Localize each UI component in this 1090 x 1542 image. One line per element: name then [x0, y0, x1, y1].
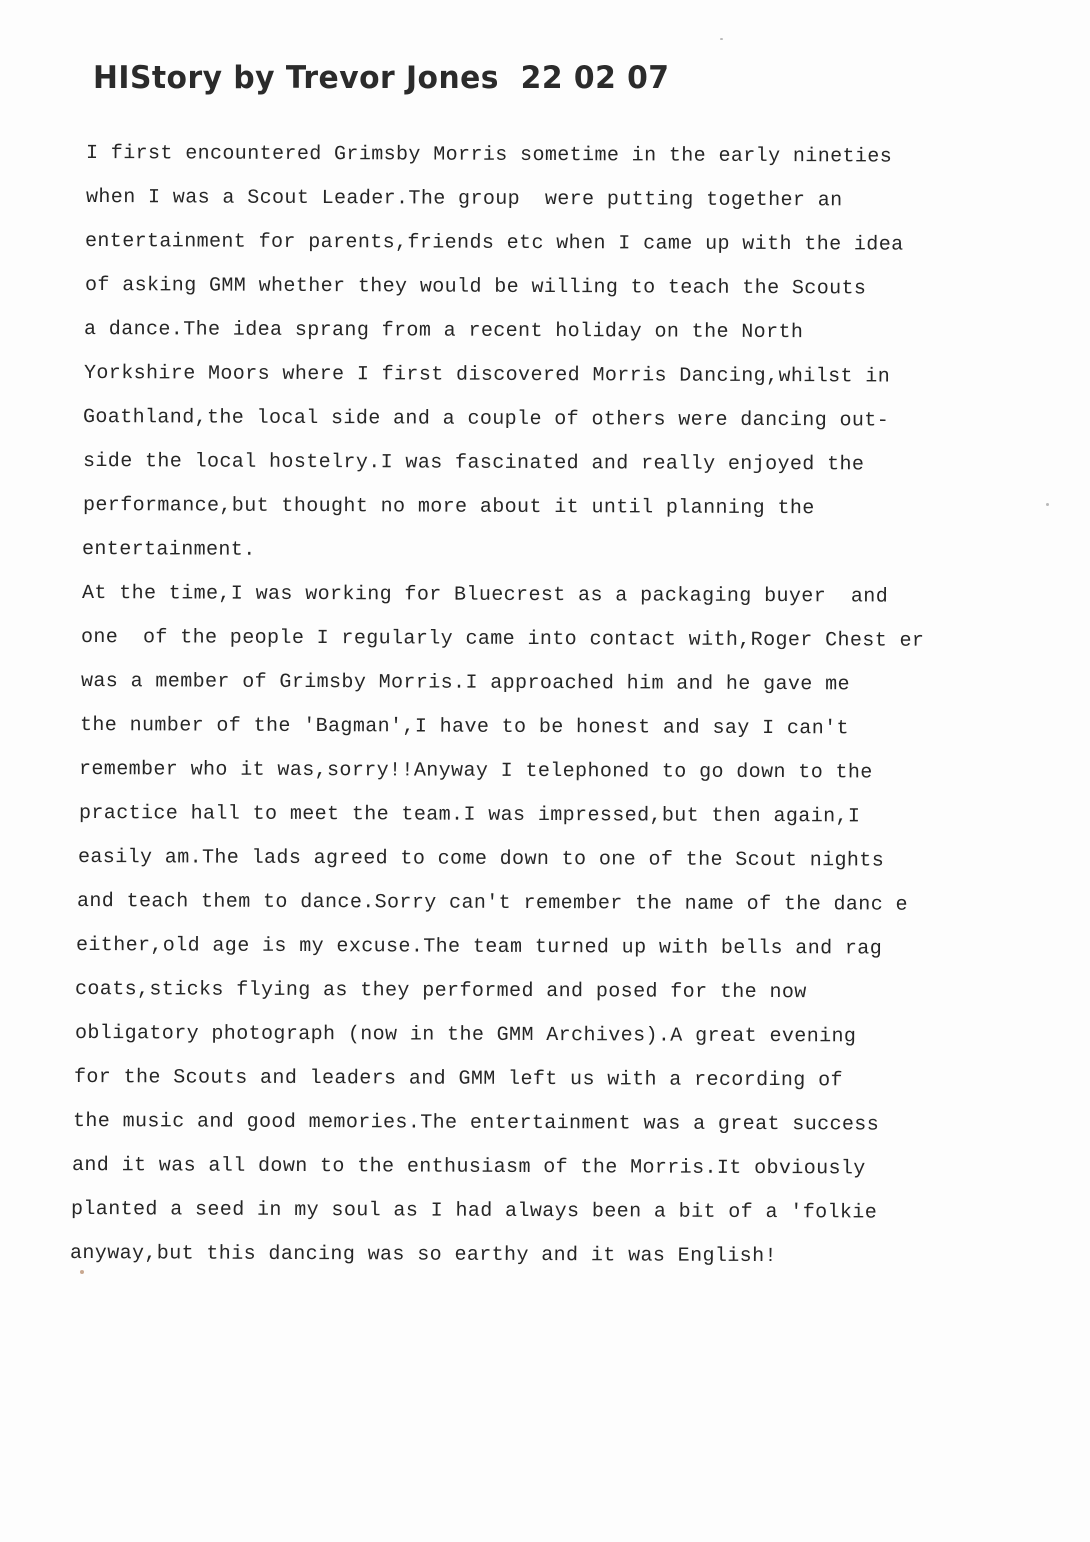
text-line: one of the people I regularly came into contact with,Roger Chest er: [80, 626, 925, 653]
document-title: HIStory by Trevor Jones 22 02 07: [93, 60, 670, 96]
scan-speck: [1046, 503, 1049, 506]
text-line: practice hall to meet the team.I was impressed,but then again,I: [78, 802, 861, 829]
text-line: I first encountered Grimsby Morris sometime in the early nineties: [85, 142, 893, 169]
text-line: either,old age is my excuse.The team turned up with bells and rag: [75, 934, 883, 961]
text-line: Goathland,the local side and a couple of others were dancing out-: [82, 406, 890, 433]
text-line: the music and good memories.The entertainment was a great success: [72, 1110, 880, 1137]
text-line: side the local hostelry.I was fascinated and really enjoyed the: [82, 450, 865, 477]
text-line: of asking GMM whether they would be willing to teach the Scouts: [84, 274, 867, 301]
text-line: easily am.The lads agreed to come down to one of the Scout nights: [77, 846, 885, 873]
text-line: anyway,but this dancing was so earthy and it was English!: [69, 1242, 777, 1269]
text-line: a dance.The idea sprang from a recent holiday on the North: [83, 318, 804, 345]
text-line: At the time,I was working for Bluecrest as a packaging buyer and: [81, 582, 889, 609]
text-line: planted a seed in my soul as I had always been a bit of a 'folkie: [70, 1198, 878, 1225]
text-line: entertainment for parents,friends etc when I came up with the idea: [84, 230, 904, 257]
scan-speck: [720, 38, 723, 40]
text-line: entertainment.: [81, 538, 256, 562]
text-line: coats,sticks flying as they performed and posed for the now: [74, 978, 807, 1005]
scan-speck: [80, 1270, 84, 1274]
text-line: was a member of Grimsby Morris.I approached him and he gave me: [80, 670, 850, 697]
text-line: obligatory photograph (now in the GMM Archives).A great evening: [74, 1022, 857, 1049]
text-line: for the Scouts and leaders and GMM left us with a recording of: [73, 1066, 843, 1093]
text-line: and it was all down to the enthusiasm of the Morris.It obviously: [71, 1154, 866, 1181]
text-line: performance,but thought no more about it until planning the: [82, 494, 815, 521]
text-line: the number of the 'Bagman',I have to be honest and say I can't: [79, 714, 849, 741]
text-line: remember who it was,sorry!!Anyway I telephoned to go down to the: [78, 758, 873, 785]
text-line: when I was a Scout Leader.The group were putting together an: [85, 186, 843, 213]
text-line: and teach them to dance.Sorry can't remember the name of the danc e: [76, 890, 908, 917]
text-line: Yorkshire Moors where I first discovered Morris Dancing,whilst in: [83, 362, 891, 389]
